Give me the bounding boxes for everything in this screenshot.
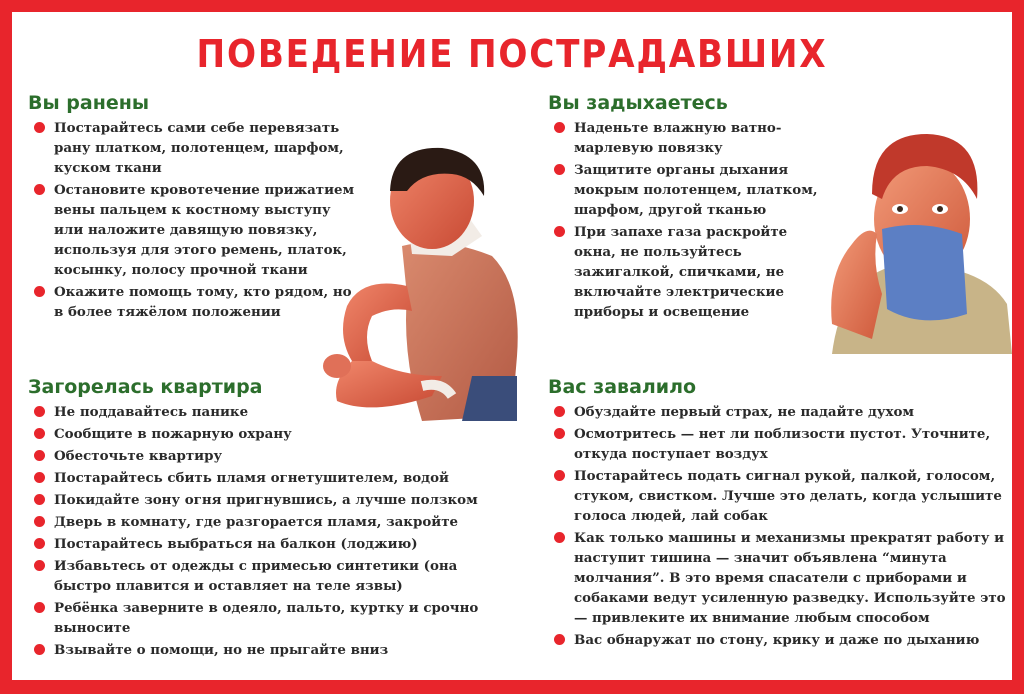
section-title: Загорелась квартира bbox=[28, 376, 263, 398]
list-item: Постарайтесь выбраться на балкон (лоджию) bbox=[28, 534, 498, 554]
item-list bbox=[548, 402, 1012, 650]
bullet-dot bbox=[34, 406, 45, 417]
list-item: Вас обнаружат по стону, крику и даже по дыханию bbox=[548, 630, 1012, 650]
bullet-dot bbox=[34, 472, 45, 483]
list-item: Постарайтесь сбить пламя огнетушителем, водой bbox=[28, 468, 498, 488]
bullet-dot bbox=[554, 122, 565, 133]
poster-content bbox=[12, 12, 1012, 680]
list-item: Постарайтесь подать сигнал рукой, палкой, голосом, стуком, свистком. Лучше это делать, когда услышите голоса людей, лай собак bbox=[548, 466, 1012, 526]
page-title: ПОВЕДЕНИЕ ПОСТРАДАВШИХ bbox=[196, 32, 828, 76]
section-collapse bbox=[548, 376, 1012, 652]
bullet-dot bbox=[34, 538, 45, 549]
item-list bbox=[28, 402, 498, 660]
list-item: Окажите помощь тому, кто рядом, но в более тяжёлом положении bbox=[28, 282, 358, 322]
bullet-dot bbox=[554, 634, 565, 645]
bullet-dot bbox=[34, 602, 45, 613]
list-item: Избавьтесь от одежды с примесью синтетики (она быстро плавится и оставляет на теле язвы) bbox=[28, 556, 498, 596]
bullet-dot bbox=[554, 470, 565, 481]
bullet-dot bbox=[554, 428, 565, 439]
list-item: Как только машины и механизмы прекратят работу и наступит тишина — значит объявлена “минута молчания”. В это время спасатели с приборами и собаками ведут усиленную разведку. Используйте это — привлеките их внимание любым способом bbox=[548, 528, 1012, 628]
bullet-dot bbox=[34, 184, 45, 195]
list-item: Обуздайте первый страх, не падайте духом bbox=[548, 402, 1012, 422]
list-item: Остановите кровотечение прижатием вены пальцем к костному выступу или наложите давящую повязку, используя для этого ремень, платок, косынку, полосу прочной ткани bbox=[28, 180, 358, 280]
bullet-dot bbox=[554, 532, 565, 543]
list-item: Обесточьте квартиру bbox=[28, 446, 498, 466]
section-title: Вы ранены bbox=[28, 92, 150, 114]
section-title: Вы задыхаетесь bbox=[548, 92, 728, 114]
list-item: Сообщите в пожарную охрану bbox=[28, 424, 498, 444]
bullet-dot bbox=[554, 226, 565, 237]
bullet-dot bbox=[34, 516, 45, 527]
bullet-dot bbox=[554, 164, 565, 175]
bullet-dot bbox=[34, 286, 45, 297]
bullet-dot bbox=[34, 450, 45, 461]
bullet-dot bbox=[34, 560, 45, 571]
bullet-dot bbox=[34, 428, 45, 439]
item-list bbox=[548, 118, 818, 322]
section-suffocating bbox=[548, 92, 818, 324]
bullet-dot bbox=[34, 494, 45, 505]
section-title: Вас завалило bbox=[548, 376, 697, 398]
suffocating-man-illustration bbox=[812, 124, 1012, 354]
list-item: Постарайтесь сами себе перевязать рану платком, полотенцем, шарфом, куском ткани bbox=[28, 118, 358, 178]
bullet-dot bbox=[34, 122, 45, 133]
list-item: При запахе газа раскройте окна, не пользуйтесь зажигалкой, спичками, не включайте электрические приборы и освещение bbox=[548, 222, 818, 322]
list-item: Дверь в комнату, где разгорается пламя, закройте bbox=[28, 512, 498, 532]
section-wounded bbox=[28, 92, 358, 324]
list-item: Наденьте влажную ватно-марлевую повязку bbox=[548, 118, 818, 158]
list-item: Покидайте зону огня пригнувшись, а лучше ползком bbox=[28, 490, 498, 510]
list-item: Защитите органы дыхания мокрым полотенцем, платком, шарфом, другой тканью bbox=[548, 160, 818, 220]
list-item: Взывайте о помощи, но не прыгайте вниз bbox=[28, 640, 498, 660]
item-list bbox=[28, 118, 358, 322]
list-item: Осмотритесь — нет ли поблизости пустот. Уточните, откуда поступает воздух bbox=[548, 424, 1012, 464]
list-item: Не поддавайтесь панике bbox=[28, 402, 498, 422]
bullet-dot bbox=[34, 644, 45, 655]
wounded-man-illustration bbox=[312, 136, 532, 426]
list-item: Ребёнка заверните в одеяло, пальто, куртку и срочно выносите bbox=[28, 598, 498, 638]
bullet-dot bbox=[554, 406, 565, 417]
